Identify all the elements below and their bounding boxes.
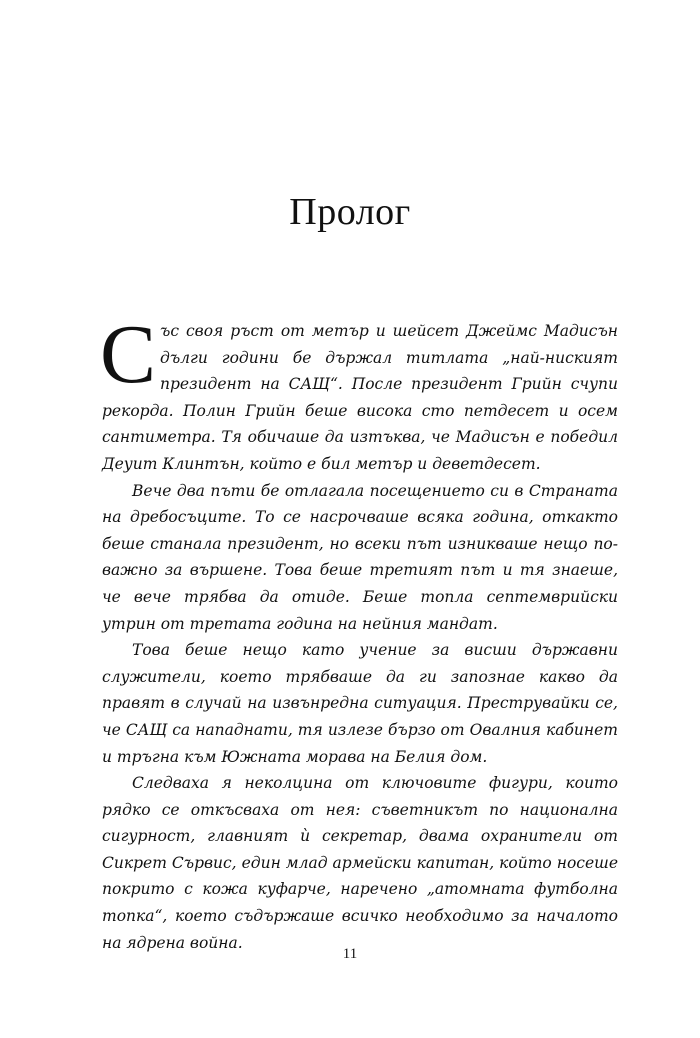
chapter-title: Пролог — [289, 191, 411, 233]
drop-cap: С — [100, 308, 157, 401]
paragraph-1 — [100, 308, 618, 478]
paragraph-1-text: ъс своя ръст от метър и шейсет Джеймс Мадисън дълги години бе държал титлата „най-ниският президент на САЩ“. После президент Грийн счупи рекорда. Полин Грийн беше висока сто петдесет и осем сантиметра. Тя обичаше да изтъква, че Мадисън е победил Деуит Клинтън, който е бил метър и деветдесет. — [102, 322, 618, 473]
paragraph-3: Това беше нещо като учение за висши държавни служители, което трябваше да ги запознае какво да правят в случай на извънредна ситуация. Преструвайки се, че САЩ са нападнати, тя излезе бързо от Овалния кабинет и тръгна към Южната морава на Белия дом. — [102, 641, 618, 766]
page-number: 11 — [342, 946, 358, 962]
paragraph-2: Вече два пъти бе отлагала посещението си в Страната на дребосъците. То се насрочваше всяка година, откакто беше станала президент, но всеки път изникваше нещо по-важно за вършене. Това беше третият път и тя знаеше, че вече трябва да отиде. Беше топла септемврийски утрин от третата година на нейния мандат. — [102, 481, 618, 633]
body-text — [100, 308, 618, 956]
paragraph-4: Следваха я неколцина от ключовите фигури, които рядко се откъсваха от нея: съветникът по национална сигурност, главният ѝ секретар, двама охранители от Сикрет Сървис, един млад армейски капитан, който носеше покрито с кожа куфарче, наречено „атомната футболна топка“, което съдържаше всичко необходимо за началото на ядрена война. — [102, 774, 618, 952]
